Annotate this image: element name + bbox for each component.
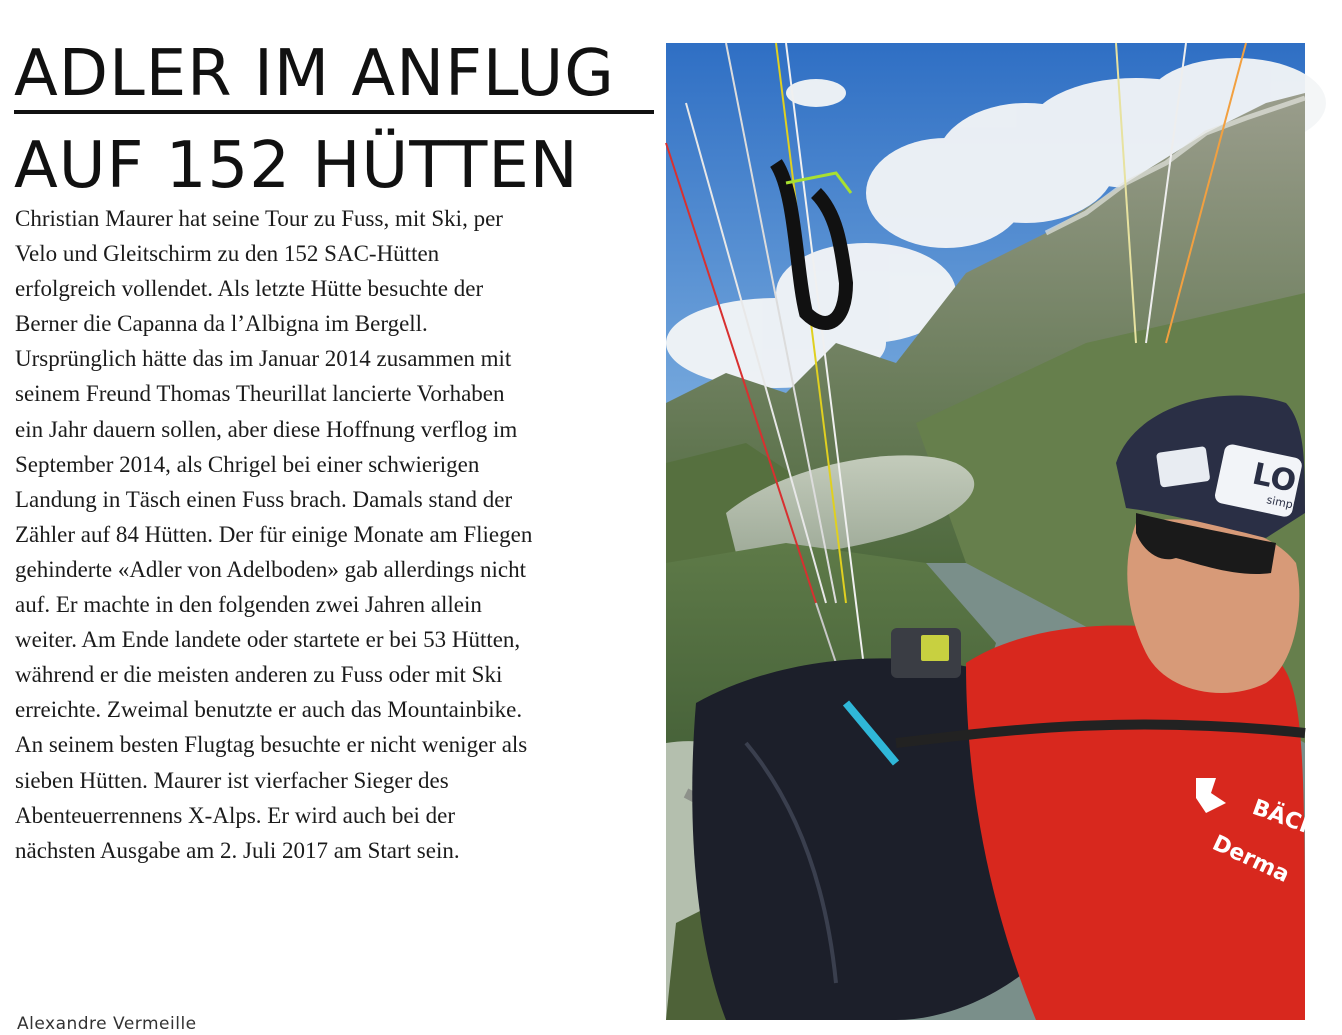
vario-screen: [921, 635, 949, 661]
paraglider-photo: [666, 43, 1322, 1020]
author-byline: Alexandre Vermeille: [17, 1014, 197, 1034]
jersey-text-1: BÄCH: [1248, 795, 1322, 843]
helmet-text: LO: [1249, 456, 1300, 500]
article-paragraph-1: Christian Maurer hat seine Tour zu Fuss, mit Ski, per Velo und Gleitschirm zu den 152 SAC-Hütten erfolgreich vollendet. Als letzte Hütte besuchte der Berner die Capanna da l’Albigna im Bergell.: [15, 206, 503, 337]
article-body: [15, 201, 535, 868]
helmet-subtext: simply: [1265, 493, 1304, 514]
article-paragraph-2: Ursprünglich hätte das im Januar 2014 zusammen mit seinem Freund Thomas Theurillat lancierte Vorhaben ein Jahr dauern sollen, aber diese Hoffnung verflog im September 2014, als Chrigel bei einer schwierigen Landung in Täsch einen Fuss brach. Damals stand der Zähler auf 84 Hütten. Der für einige Monate am Fliegen gehinderte «Adler von Adelboden» gab allerdings nicht auf. Er machte in den folgenden zwei Jahren allein weiter. Am Ende landete oder startete er bei 53 Hütten, während er die meisten anderen zu Fuss oder mit Ski erreichte. Zweimal benutzte er auch das Mountainbike. An seinem besten Flugtag besuchte er nicht weniger als sieben Hütten. Maurer ist vierfacher Sieger des Abenteuerrennens X-Alps. Er wird auch bei der nächsten Ausgabe am 2. Juli 2017 am Start sein.: [15, 346, 533, 863]
photo-illustration: [666, 43, 1322, 1020]
jersey-text-2: Derma: [1208, 830, 1294, 889]
helmet-badge: [1156, 446, 1210, 488]
headline-line-1: ADLER IM ANFLUG: [14, 36, 654, 114]
headline-line-2: AUF 152 HÜTTEN: [14, 129, 579, 203]
article-headline: [14, 36, 664, 202]
